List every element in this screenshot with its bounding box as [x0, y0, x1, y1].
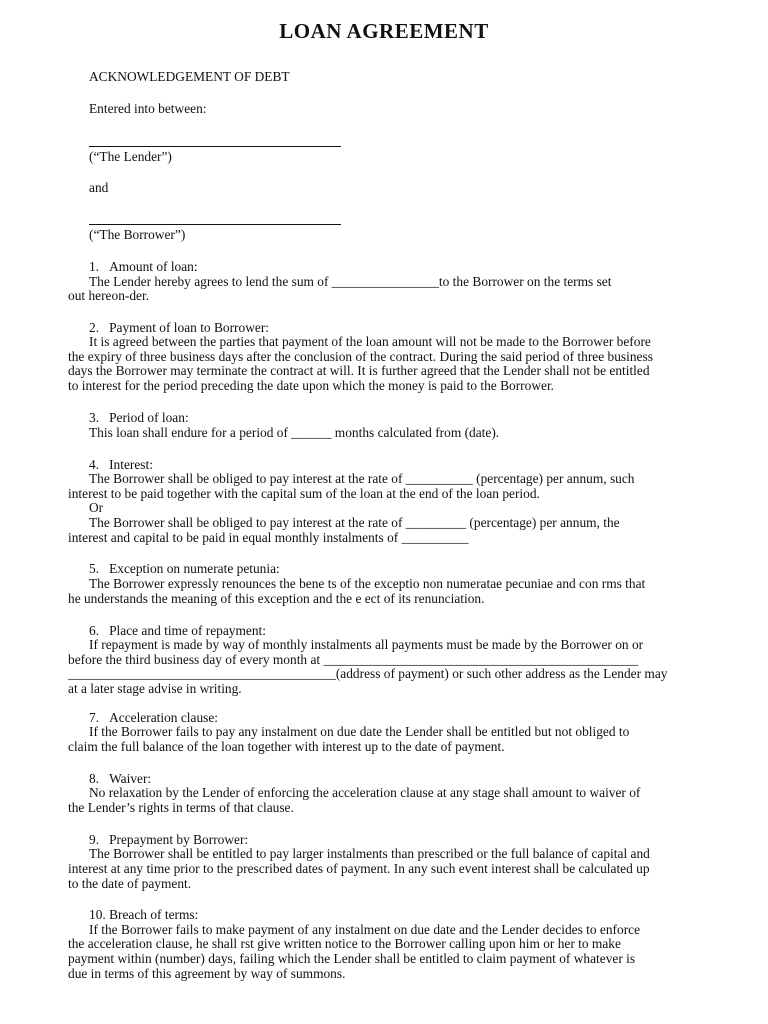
section-text-line: to the date of payment.	[68, 876, 192, 891]
section-text-line: If the Borrower fails to pay any instalment on due date the Lender shall be entitled but not obliged to	[89, 724, 630, 739]
section-text-line: The Lender hereby agrees to lend the sum of ________________to the Borrower on the terms set	[89, 274, 612, 289]
section-heading: 10. Breach of terms:	[89, 907, 199, 922]
section-text-line: claim the full balance of the loan together with interest up to the date of payment.	[68, 739, 505, 754]
section-heading: 6. Place and time of repayment:	[89, 623, 266, 638]
entered-into-text: Entered into between:	[89, 101, 207, 116]
section-text-line: This loan shall endure for a period of ______ months calculated from (date).	[89, 425, 500, 440]
section-text-line: payment within (number) days, failing which the Lender shall be entitled to claim payment of whatever is	[68, 951, 636, 966]
lender-label: (“The Lender”)	[89, 149, 172, 164]
section-text-line: to interest for the period preceding the date upon which the money is paid to the Borrower.	[68, 378, 555, 393]
borrower-name-blank	[89, 224, 341, 225]
section-heading: 7. Acceleration clause:	[89, 710, 219, 725]
section-text-line: The Borrower shall be entitled to pay larger instalments than prescribed or the full balance of capital and	[89, 846, 650, 861]
document-title: LOAN AGREEMENT	[279, 19, 489, 43]
section-heading: 3. Period of loan:	[89, 410, 189, 425]
section-text-line: interest to be paid together with the capital sum of the loan at the end of the loan period.	[68, 486, 540, 501]
section-heading: 1. Amount of loan:	[89, 259, 198, 274]
section-text-line: at a later stage advise in writing.	[68, 681, 242, 696]
section-text-line: the acceleration clause, he shall rst give written notice to the Borrower calling upon him or her to make	[68, 936, 621, 951]
section-heading: 8. Waiver:	[89, 771, 152, 786]
section-heading: 4. Interest:	[89, 457, 153, 472]
document-subtitle: ACKNOWLEDGEMENT OF DEBT	[89, 69, 290, 84]
section-text-line: before the third business day of every month at _______________________________________________	[68, 652, 639, 667]
section-heading: 2. Payment of loan to Borrower:	[89, 320, 269, 335]
section-text-line: Or	[89, 500, 104, 515]
section-text-line: the Lender’s rights in terms of that clause.	[68, 800, 294, 815]
section-text-line: If repayment is made by way of monthly instalments all payments must be made by the Borrower on or	[89, 637, 644, 652]
section-text-line: If the Borrower fails to make payment of any instalment on due date and the Lender decides to enforce	[89, 922, 641, 937]
section-text-line: interest at any time prior to the prescribed dates of payment. In any such event interest shall be calculated up	[68, 861, 650, 876]
section-text-line: No relaxation by the Lender of enforcing the acceleration clause at any stage shall amount to waiver of	[89, 785, 641, 800]
section-heading: 9. Prepayment by Borrower:	[89, 832, 249, 847]
section-text-line: The Borrower shall be obliged to pay interest at the rate of _________ (percentage) per annum, the	[89, 515, 620, 530]
borrower-label: (“The Borrower”)	[89, 227, 186, 242]
section-text-line: ________________________________________(address of payment) or such other address as the Lender may	[68, 666, 668, 681]
section-heading: 5. Exception on numerate petunia:	[89, 561, 280, 576]
section-text-line: the expiry of three business days after the conclusion of the contract. During the said period of three business	[68, 349, 653, 364]
section-text-line: interest and capital to be paid in equal monthly instalments of __________	[68, 530, 469, 545]
lender-name-blank	[89, 146, 341, 147]
section-text-line: due in terms of this agreement by way of summons.	[68, 966, 346, 981]
section-text-line: out hereon-der.	[68, 288, 150, 303]
section-text-line: days the Borrower may terminate the contract at will. It is further agreed that the Lender shall not be entitled	[68, 363, 650, 378]
section-text-line: The Borrower shall be obliged to pay interest at the rate of __________ (percentage) per annum, such	[89, 471, 635, 486]
and-text: and	[89, 180, 109, 195]
section-text-line: It is agreed between the parties that payment of the loan amount will not be made to the Borrower before	[89, 334, 651, 349]
section-text-line: he understands the meaning of this exception and the e ect of its renunciation.	[68, 591, 485, 606]
section-text-line: The Borrower expressly renounces the bene ts of the exceptio non numeratae pecuniae and con rms that	[89, 576, 646, 591]
